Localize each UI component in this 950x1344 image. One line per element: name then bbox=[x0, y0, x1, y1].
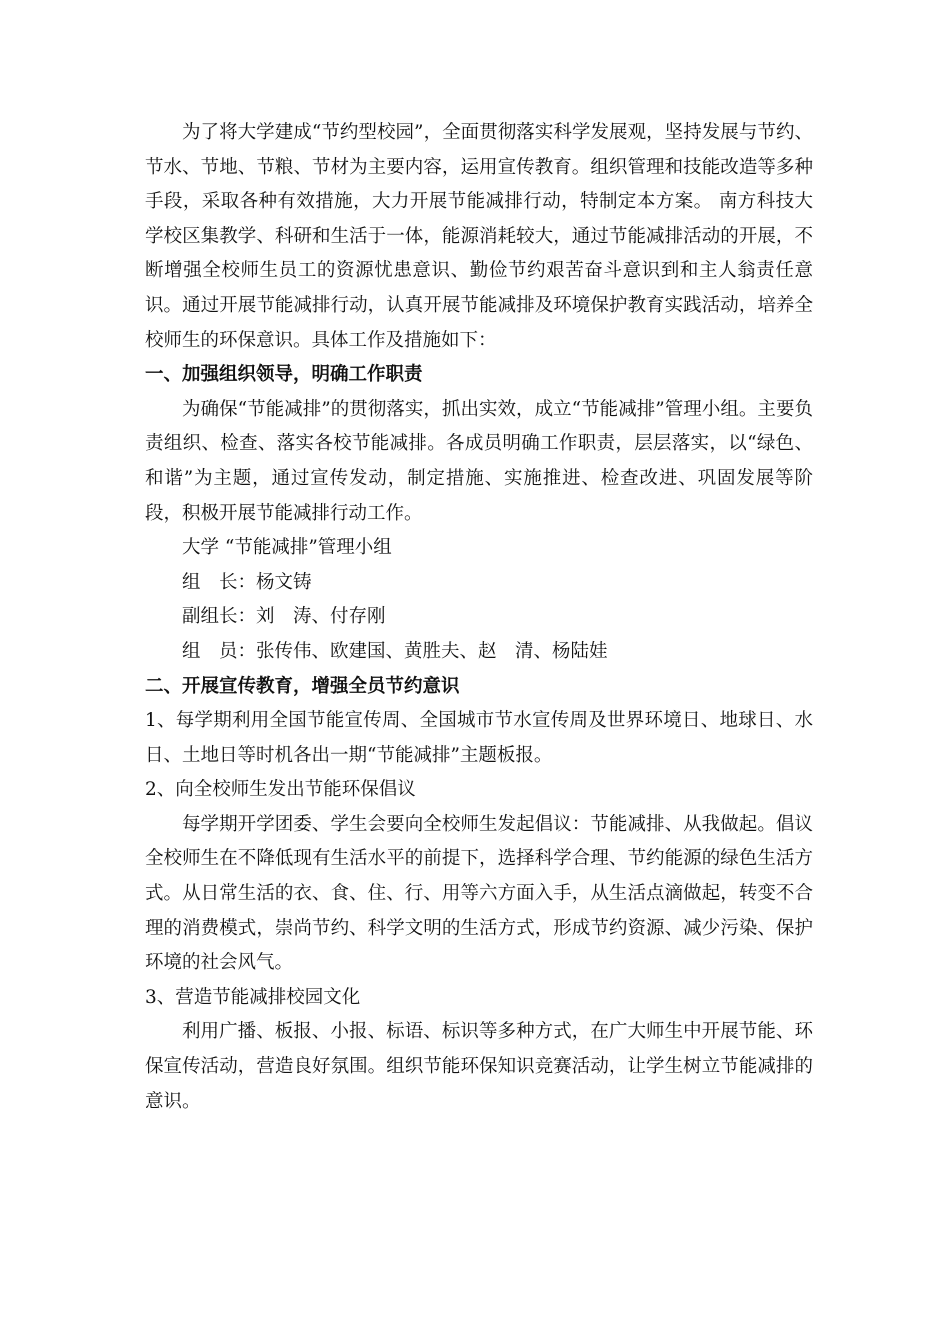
document-body bbox=[145, 116, 813, 1119]
team-deputy: 副组长：刘 涛、付存刚 bbox=[182, 606, 386, 628]
publicity-item-1: 1、每学期利用全国节能宣传周、全国城市节水宣传周及世界环境日、地球日、水日、土地日等时机各出一期“节能减排”主题板报。 bbox=[145, 710, 813, 766]
section-heading-publicity: 二、开展宣传教育，增强全员节约意识 bbox=[145, 675, 460, 697]
section-heading-organization: 一、加强组织领导，明确工作职责 bbox=[145, 364, 423, 386]
organization-paragraph: 为确保“节能减排”的贯彻落实，抓出实效，成立“节能减排”管理小组。主要负责组织、检查、落实各校节能减排。各成员明确工作职责，层层落实，以“绿色、和谐”为主题，通过宣传发动，制定措施、实施推进、检查改进、巩固发展等阶段，积极开展节能减排行动工作。 bbox=[145, 398, 813, 524]
team-leader: 组 长：杨文铸 bbox=[182, 571, 312, 593]
publicity-item-3-paragraph: 利用广播、板报、小报、标语、标识等多种方式，在广大师生中开展节能、环保宣传活动，营造良好氛围。组织节能环保知识竞赛活动，让学生树立节能减排的意识。 bbox=[145, 1021, 813, 1112]
publicity-item-3-title: 3、营造节能减排校园文化 bbox=[145, 986, 361, 1008]
publicity-item-2-title: 2、向全校师生发出节能环保倡议 bbox=[145, 779, 416, 801]
team-members: 组 员：张传伟、欧建国、黄胜夫、赵 清、杨陆娃 bbox=[182, 640, 608, 662]
team-title: 大学 “节能减排”管理小组 bbox=[182, 537, 392, 559]
publicity-item-2-paragraph: 每学期开学团委、学生会要向全校师生发起倡议：节能减排、从我做起。倡议全校师生在不降低现有生活水平的前提下，选择科学合理、节约能源的绿色生活方式。从日常生活的衣、食、住、行、用等六方面入手，从生活点滴做起，转变不合理的消费模式，崇尚节约、科学文明的生活方式，形成节约资源、减少污染、保护环境的社会风气。 bbox=[145, 813, 813, 974]
intro-paragraph: 为了将大学建成“节约型校园”，全面贯彻落实科学发展观，坚持发展与节约、节水、节地、节粮、节材为主要内容，运用宣传教育。组织管理和技能改造等多种手段，采取各种有效措施，大力开展节能减排行动，特制定本方案。 南方科技大学校区集教学、科研和生活于一体，能源消耗较大，通过节能减排活动的开展，不断增强全校师生员工的资源忧患意识、勤俭节约艰苦奋斗意识到和主人翁责任意识。通过开展节能减排行动，认真开展节能减排及环境保护教育实践活动，培养全校师生的环保意识。具体工作及措施如下： bbox=[145, 122, 813, 351]
